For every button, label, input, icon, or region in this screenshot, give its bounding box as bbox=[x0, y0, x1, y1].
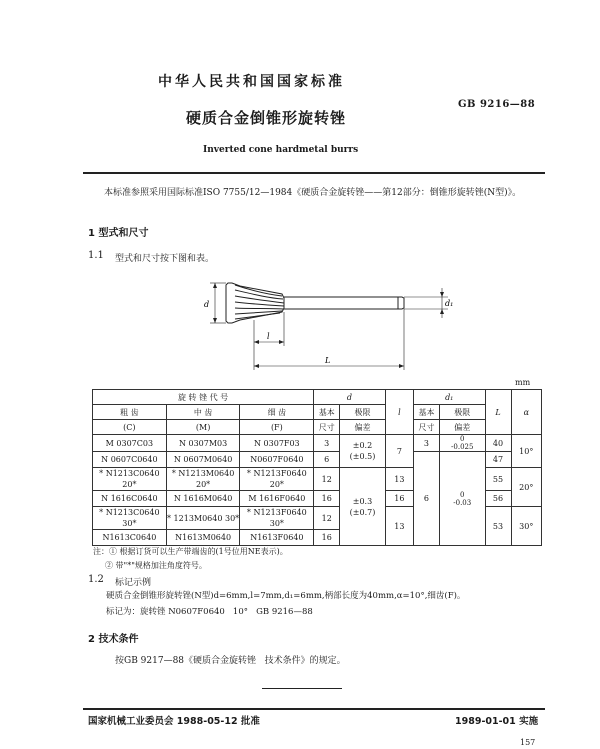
section-1-1-text: 型式和尺寸按下图和表。 bbox=[115, 254, 215, 264]
document-title: 硬质合金倒锥形旋转锉 bbox=[186, 109, 347, 127]
th-fine-f: (F) bbox=[240, 420, 314, 435]
angle-30: 30° bbox=[511, 507, 541, 546]
table-row: N 0607C0640 N 0607M0640 N0607F0640 6 6 0 -0.03 47 bbox=[93, 452, 542, 468]
table-row: * N1213C0640 30* * 1213M0640 30* * N1213F0640 30* 12 13 53 30° bbox=[93, 507, 542, 530]
document-title-en: Inverted cone hardmetal burrs bbox=[203, 145, 359, 155]
th-d1-size: 尺寸 bbox=[413, 420, 439, 435]
table-note-2: ② 带"*"规格加注角度符号。 bbox=[105, 561, 207, 570]
th-d1: d₁ bbox=[413, 390, 485, 405]
approval-line: 国家机械工业委员会 1988-05-12 批准 bbox=[88, 716, 260, 727]
th-medium-m: (M) bbox=[166, 420, 240, 435]
th-d: d bbox=[314, 390, 386, 405]
table-row: * N1213C0640 20* * N1213M0640 20* * N1213F0640 20* 12 ±0.3 (±0.7) 13 55 20° bbox=[93, 468, 542, 491]
section-1-2-number: 1.2 bbox=[88, 574, 104, 585]
end-divider bbox=[262, 688, 342, 689]
burr-shank bbox=[284, 297, 404, 309]
th-d1-dev: 偏差 bbox=[439, 420, 485, 435]
table-row: N1613C0640 N1613M0640 N1613F0640 16 bbox=[93, 530, 542, 546]
th-coarse: 粗 齿 bbox=[93, 405, 167, 420]
burr-spec-table bbox=[92, 389, 542, 546]
table-note-1: 注：① 根据订货可以生产带端齿的(1号位用NE表示)。 bbox=[93, 547, 288, 556]
section-2-text: 按GB 9217—88《硬质合金旋转锉 技术条件》的规定。 bbox=[115, 656, 346, 666]
burr-drawing bbox=[180, 270, 480, 380]
th-coarse-c: (C) bbox=[93, 420, 167, 435]
th-alpha: α bbox=[511, 390, 541, 435]
th-medium: 中 齿 bbox=[166, 405, 240, 420]
table-row: M 0307C03 N 0307M03 N 0307F03 3 ±0.2 (±0.5) 7 3 0 -0.025 40 10° bbox=[93, 435, 542, 452]
th-d-basic: 基本 bbox=[314, 405, 340, 420]
header-divider bbox=[83, 172, 545, 174]
section-2-heading: 2 技术条件 bbox=[88, 634, 139, 645]
d1-small: 3 bbox=[413, 435, 439, 452]
th-code: 旋 转 锉 代 号 bbox=[93, 390, 314, 405]
burr-head-outline bbox=[226, 283, 284, 323]
angle-20: 20° bbox=[511, 468, 541, 507]
dim-d1-label: d₁ bbox=[445, 299, 454, 308]
dim-d-label: d bbox=[204, 300, 210, 309]
angle-10: 10° bbox=[511, 435, 541, 468]
standard-org-title: 中华人民共和国国家标准 bbox=[158, 74, 345, 90]
section-1-heading: 1 型式和尺寸 bbox=[88, 228, 149, 239]
th-d-size: 尺寸 bbox=[314, 420, 340, 435]
dim-l-label: l bbox=[267, 332, 270, 341]
marking-example-line-1: 硬质合金倒锥形旋转锉(N型)d=6mm,l=7mm,d₁=6mm,柄部长度为40mm,α=10°,细齿(F)。 bbox=[106, 591, 466, 601]
table-row: N 1616C0640 N 1616M0640 M 1616F0640 16 16 56 bbox=[93, 491, 542, 507]
th-l: l bbox=[385, 390, 413, 435]
d-dev-small: ±0.2 (±0.5) bbox=[340, 435, 386, 468]
d1-large-dev: 0 -0.03 bbox=[439, 452, 485, 546]
d1-large: 6 bbox=[413, 452, 439, 546]
th-L: L bbox=[485, 390, 511, 435]
th-d1-limit: 极限 bbox=[439, 405, 485, 420]
th-d-limit: 极限 bbox=[340, 405, 386, 420]
standard-number: GB 9216—88 bbox=[458, 99, 536, 110]
page-number: 157 bbox=[520, 738, 536, 747]
d1-small-dev: 0 -0.025 bbox=[439, 435, 485, 452]
effective-date: 1989-01-01 实施 bbox=[455, 716, 539, 727]
d-dev-large: ±0.3 (±0.7) bbox=[340, 468, 386, 546]
marking-example-line-2: 标记为：旋转锉 N0607F0640 10° GB 9216—88 bbox=[106, 607, 313, 617]
th-d-dev: 偏差 bbox=[340, 420, 386, 435]
section-1-1-number: 1.1 bbox=[88, 250, 104, 261]
dim-L-label: L bbox=[325, 356, 331, 365]
intro-paragraph: 本标准参照采用国际标准ISO 7755/12—1984《硬质合金旋转锉——第12部分：倒锥形旋转锉(N型)》。 bbox=[104, 188, 522, 198]
th-fine: 细 齿 bbox=[240, 405, 314, 420]
footer-divider bbox=[83, 708, 545, 710]
section-1-2-heading: 标记示例 bbox=[115, 578, 152, 588]
l-large: 13 bbox=[385, 507, 413, 546]
table-unit: mm bbox=[515, 378, 531, 387]
th-d1-basic: 基本 bbox=[413, 405, 439, 420]
l-small: 7 bbox=[385, 435, 413, 468]
